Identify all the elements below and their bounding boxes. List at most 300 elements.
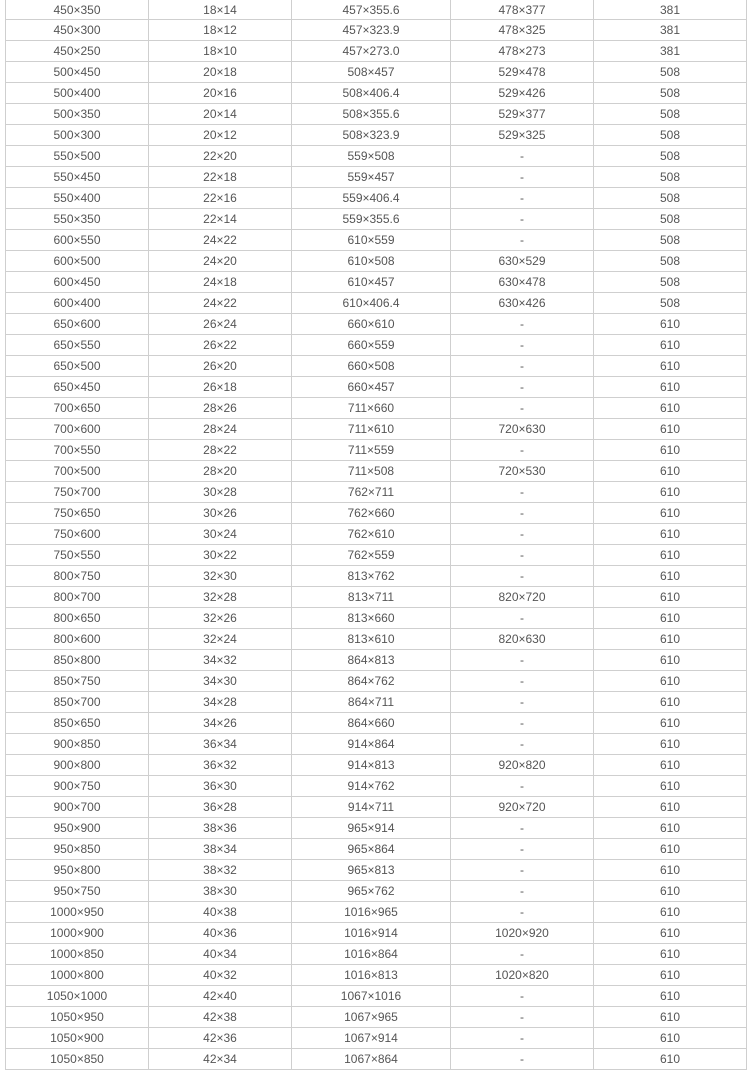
table-row [6,650,747,671]
table-cell-length-value: 610 [594,566,747,587]
table-cell-alt-od-size: - [451,734,594,755]
table-cell-alt-od-size: - [451,1049,594,1070]
table-row [6,902,747,923]
table-cell-od-size: 1016×965 [292,902,451,923]
table-row [6,881,747,902]
table-cell-od-size: 660×610 [292,314,451,335]
table-cell-alt-od-size: - [451,230,594,251]
table-row [6,1028,747,1049]
table-row [6,41,747,62]
table-cell-od-size: 559×355.6 [292,209,451,230]
table-cell-length-value: 610 [594,881,747,902]
table-cell-length-value: 610 [594,944,747,965]
table-row [6,83,747,104]
table-cell-length-value: 610 [594,1007,747,1028]
table-cell-alt-od-size: - [451,356,594,377]
table-row [6,377,747,398]
table-cell-od-size: 1067×914 [292,1028,451,1049]
table-row [6,818,747,839]
table-cell-nominal-size-mm: 1000×800 [6,965,149,986]
table-cell-length-value: 610 [594,419,747,440]
table-row [6,230,747,251]
table-cell-alt-od-size: - [451,566,594,587]
table-cell-alt-od-size: - [451,398,594,419]
table-cell-od-size: 914×864 [292,734,451,755]
table-cell-od-size: 711×610 [292,419,451,440]
table-cell-nominal-size-inch: 20×12 [149,125,292,146]
table-cell-length-value: 610 [594,965,747,986]
table-cell-od-size: 813×660 [292,608,451,629]
table-cell-alt-od-size: - [451,188,594,209]
table-cell-length-value: 610 [594,797,747,818]
table-cell-length-value: 610 [594,545,747,566]
table-cell-nominal-size-mm: 700×550 [6,440,149,461]
table-cell-length-value: 610 [594,1049,747,1070]
table-cell-nominal-size-inch: 30×22 [149,545,292,566]
table-row [6,566,747,587]
table-cell-nominal-size-inch: 20×16 [149,83,292,104]
table-cell-alt-od-size: - [451,776,594,797]
table-cell-od-size: 610×406.4 [292,293,451,314]
table-cell-nominal-size-mm: 550×400 [6,188,149,209]
table-cell-alt-od-size: 1020×920 [451,923,594,944]
size-table [5,0,747,1070]
table-row [6,524,747,545]
table-cell-alt-od-size: - [451,692,594,713]
table-cell-od-size: 864×711 [292,692,451,713]
table-cell-nominal-size-mm: 450×250 [6,41,149,62]
table-cell-nominal-size-mm: 450×300 [6,20,149,41]
table-cell-nominal-size-inch: 40×36 [149,923,292,944]
table-cell-nominal-size-inch: 32×28 [149,587,292,608]
table-cell-od-size: 1067×1016 [292,986,451,1007]
table-cell-alt-od-size: - [451,167,594,188]
table-cell-length-value: 610 [594,629,747,650]
table-cell-alt-od-size: - [451,377,594,398]
table-cell-od-size: 813×762 [292,566,451,587]
table-cell-nominal-size-mm: 850×650 [6,713,149,734]
table-cell-alt-od-size: - [451,503,594,524]
table-cell-nominal-size-inch: 22×20 [149,146,292,167]
table-cell-alt-od-size: - [451,818,594,839]
table-row [6,62,747,83]
table-cell-nominal-size-mm: 550×350 [6,209,149,230]
table-row [6,671,747,692]
table-cell-nominal-size-mm: 950×850 [6,839,149,860]
table-cell-nominal-size-inch: 28×24 [149,419,292,440]
table-cell-length-value: 610 [594,734,747,755]
table-cell-od-size: 660×508 [292,356,451,377]
table-cell-nominal-size-inch: 24×22 [149,293,292,314]
table-cell-od-size: 711×508 [292,461,451,482]
table-cell-alt-od-size: - [451,881,594,902]
table-cell-nominal-size-inch: 34×30 [149,671,292,692]
table-row [6,461,747,482]
table-cell-od-size: 914×813 [292,755,451,776]
table-cell-od-size: 762×660 [292,503,451,524]
table-cell-nominal-size-inch: 42×36 [149,1028,292,1049]
table-cell-nominal-size-mm: 600×450 [6,272,149,293]
table-cell-nominal-size-inch: 28×26 [149,398,292,419]
table-cell-length-value: 610 [594,356,747,377]
table-cell-length-value: 610 [594,503,747,524]
table-cell-alt-od-size: - [451,314,594,335]
table-cell-od-size: 864×813 [292,650,451,671]
table-cell-nominal-size-mm: 600×500 [6,251,149,272]
table-cell-length-value: 610 [594,692,747,713]
table-cell-alt-od-size: 529×377 [451,104,594,125]
table-cell-length-value: 508 [594,83,747,104]
table-cell-length-value: 381 [594,0,747,20]
table-cell-nominal-size-inch: 20×18 [149,62,292,83]
table-cell-alt-od-size: - [451,713,594,734]
table-cell-length-value: 610 [594,671,747,692]
table-cell-nominal-size-mm: 850×800 [6,650,149,671]
table-cell-length-value: 610 [594,839,747,860]
table-cell-alt-od-size: - [451,524,594,545]
table-cell-nominal-size-inch: 36×30 [149,776,292,797]
table-cell-length-value: 610 [594,587,747,608]
table-cell-nominal-size-inch: 36×34 [149,734,292,755]
table-cell-od-size: 914×762 [292,776,451,797]
table-cell-alt-od-size: 478×273 [451,41,594,62]
table-cell-nominal-size-mm: 800×650 [6,608,149,629]
table-cell-od-size: 457×273.0 [292,41,451,62]
table-row [6,251,747,272]
table-cell-nominal-size-inch: 34×32 [149,650,292,671]
table-cell-od-size: 508×323.9 [292,125,451,146]
table-cell-nominal-size-mm: 750×600 [6,524,149,545]
table-cell-alt-od-size: 630×478 [451,272,594,293]
table-cell-nominal-size-inch: 30×24 [149,524,292,545]
table-row [6,0,747,20]
table-cell-od-size: 813×711 [292,587,451,608]
table-cell-nominal-size-inch: 36×28 [149,797,292,818]
table-cell-od-size: 864×660 [292,713,451,734]
table-cell-nominal-size-inch: 38×34 [149,839,292,860]
table-cell-nominal-size-inch: 26×24 [149,314,292,335]
table-cell-length-value: 610 [594,776,747,797]
table-cell-alt-od-size: - [451,671,594,692]
table-cell-nominal-size-inch: 38×36 [149,818,292,839]
table-row [6,860,747,881]
table-cell-alt-od-size: - [451,902,594,923]
table-row [6,335,747,356]
table-cell-nominal-size-mm: 800×700 [6,587,149,608]
table-cell-length-value: 508 [594,188,747,209]
table-cell-length-value: 610 [594,524,747,545]
table-row [6,629,747,650]
table-cell-od-size: 965×914 [292,818,451,839]
table-cell-nominal-size-mm: 600×400 [6,293,149,314]
table-cell-length-value: 381 [594,20,747,41]
table-cell-od-size: 559×406.4 [292,188,451,209]
table-cell-nominal-size-inch: 30×28 [149,482,292,503]
table-cell-alt-od-size: - [451,839,594,860]
table-cell-alt-od-size: 529×426 [451,83,594,104]
table-cell-alt-od-size: - [451,860,594,881]
table-row [6,20,747,41]
table-row [6,1007,747,1028]
table-cell-nominal-size-inch: 20×14 [149,104,292,125]
table-cell-nominal-size-mm: 700×500 [6,461,149,482]
table-cell-length-value: 508 [594,62,747,83]
table-cell-alt-od-size: - [451,944,594,965]
table-cell-nominal-size-inch: 18×10 [149,41,292,62]
table-cell-nominal-size-inch: 24×18 [149,272,292,293]
table-cell-alt-od-size: - [451,650,594,671]
table-cell-nominal-size-mm: 500×450 [6,62,149,83]
table-cell-nominal-size-mm: 1000×850 [6,944,149,965]
table-cell-length-value: 508 [594,104,747,125]
table-cell-od-size: 914×711 [292,797,451,818]
table-row [6,293,747,314]
table-row [6,398,747,419]
table-cell-alt-od-size: - [451,209,594,230]
table-cell-nominal-size-mm: 500×350 [6,104,149,125]
table-cell-alt-od-size: 820×630 [451,629,594,650]
table-cell-nominal-size-mm: 650×500 [6,356,149,377]
table-cell-length-value: 610 [594,986,747,1007]
table-cell-length-value: 508 [594,209,747,230]
table-cell-nominal-size-mm: 850×700 [6,692,149,713]
table-row [6,797,747,818]
table-cell-nominal-size-inch: 42×40 [149,986,292,1007]
table-cell-nominal-size-mm: 1050×1000 [6,986,149,1007]
table-cell-length-value: 610 [594,314,747,335]
table-cell-nominal-size-mm: 950×900 [6,818,149,839]
table-cell-nominal-size-mm: 900×800 [6,755,149,776]
table-cell-nominal-size-inch: 28×20 [149,461,292,482]
table-cell-nominal-size-mm: 800×750 [6,566,149,587]
table-cell-alt-od-size: 630×529 [451,251,594,272]
table-row [6,356,747,377]
table-cell-nominal-size-inch: 24×22 [149,230,292,251]
table-cell-nominal-size-mm: 500×400 [6,83,149,104]
table-row [6,587,747,608]
table-cell-nominal-size-mm: 850×750 [6,671,149,692]
table-cell-od-size: 559×508 [292,146,451,167]
table-cell-nominal-size-inch: 26×20 [149,356,292,377]
table-cell-nominal-size-inch: 18×12 [149,20,292,41]
table-row [6,440,747,461]
table-cell-alt-od-size: - [451,1028,594,1049]
table-cell-nominal-size-mm: 450×350 [6,0,149,20]
table-cell-alt-od-size: 630×426 [451,293,594,314]
table-row [6,776,747,797]
size-table-container [5,0,746,1070]
table-cell-length-value: 508 [594,230,747,251]
table-cell-length-value: 610 [594,461,747,482]
table-cell-nominal-size-inch: 22×16 [149,188,292,209]
table-cell-length-value: 610 [594,755,747,776]
table-cell-nominal-size-inch: 22×18 [149,167,292,188]
table-row [6,734,747,755]
table-row [6,923,747,944]
table-row [6,713,747,734]
table-cell-nominal-size-inch: 38×32 [149,860,292,881]
table-cell-nominal-size-mm: 650×550 [6,335,149,356]
table-cell-length-value: 610 [594,335,747,356]
table-cell-nominal-size-mm: 950×750 [6,881,149,902]
table-cell-nominal-size-mm: 700×600 [6,419,149,440]
table-cell-od-size: 1067×965 [292,1007,451,1028]
table-cell-nominal-size-mm: 1050×900 [6,1028,149,1049]
table-row [6,104,747,125]
table-cell-nominal-size-mm: 1050×850 [6,1049,149,1070]
table-cell-length-value: 610 [594,482,747,503]
table-cell-length-value: 381 [594,41,747,62]
table-cell-od-size: 762×559 [292,545,451,566]
table-cell-nominal-size-mm: 800×600 [6,629,149,650]
table-cell-alt-od-size: - [451,1007,594,1028]
table-cell-nominal-size-inch: 38×30 [149,881,292,902]
table-cell-nominal-size-mm: 650×450 [6,377,149,398]
table-row [6,1049,747,1070]
table-cell-nominal-size-inch: 40×38 [149,902,292,923]
table-cell-length-value: 610 [594,818,747,839]
table-cell-od-size: 508×355.6 [292,104,451,125]
table-cell-length-value: 610 [594,1028,747,1049]
table-cell-nominal-size-mm: 750×650 [6,503,149,524]
table-cell-nominal-size-inch: 24×20 [149,251,292,272]
table-cell-length-value: 508 [594,293,747,314]
table-cell-length-value: 610 [594,608,747,629]
table-cell-od-size: 457×323.9 [292,20,451,41]
table-row [6,545,747,566]
table-cell-nominal-size-mm: 750×700 [6,482,149,503]
table-cell-nominal-size-inch: 26×22 [149,335,292,356]
table-cell-alt-od-size: - [451,608,594,629]
table-cell-alt-od-size: 478×325 [451,20,594,41]
table-cell-length-value: 610 [594,377,747,398]
table-cell-od-size: 1016×914 [292,923,451,944]
table-cell-od-size: 457×355.6 [292,0,451,20]
table-cell-nominal-size-mm: 750×550 [6,545,149,566]
table-cell-nominal-size-inch: 32×24 [149,629,292,650]
table-cell-od-size: 965×813 [292,860,451,881]
table-cell-nominal-size-mm: 550×450 [6,167,149,188]
table-row [6,482,747,503]
table-row [6,209,747,230]
table-cell-od-size: 508×457 [292,62,451,83]
table-cell-od-size: 1016×864 [292,944,451,965]
table-cell-od-size: 610×559 [292,230,451,251]
table-cell-nominal-size-mm: 950×800 [6,860,149,881]
table-cell-alt-od-size: 920×720 [451,797,594,818]
table-cell-od-size: 660×457 [292,377,451,398]
table-row [6,944,747,965]
table-cell-alt-od-size: 1020×820 [451,965,594,986]
table-cell-alt-od-size: 920×820 [451,755,594,776]
table-cell-od-size: 508×406.4 [292,83,451,104]
table-cell-nominal-size-inch: 32×30 [149,566,292,587]
table-cell-nominal-size-inch: 28×22 [149,440,292,461]
table-cell-alt-od-size: 820×720 [451,587,594,608]
table-cell-nominal-size-inch: 40×34 [149,944,292,965]
table-cell-length-value: 610 [594,713,747,734]
table-cell-length-value: 610 [594,440,747,461]
table-cell-alt-od-size: 720×630 [451,419,594,440]
table-cell-alt-od-size: 720×530 [451,461,594,482]
size-table-body [6,0,747,1070]
table-cell-nominal-size-mm: 1000×950 [6,902,149,923]
table-cell-nominal-size-mm: 900×750 [6,776,149,797]
table-cell-length-value: 610 [594,398,747,419]
table-cell-nominal-size-inch: 36×32 [149,755,292,776]
table-cell-alt-od-size: - [451,986,594,1007]
table-row [6,755,747,776]
table-cell-od-size: 711×559 [292,440,451,461]
table-cell-nominal-size-mm: 1000×900 [6,923,149,944]
table-cell-od-size: 813×610 [292,629,451,650]
table-cell-nominal-size-mm: 900×850 [6,734,149,755]
table-cell-nominal-size-mm: 1050×950 [6,1007,149,1028]
table-row [6,986,747,1007]
table-cell-alt-od-size: 529×325 [451,125,594,146]
table-row [6,608,747,629]
table-cell-alt-od-size: 478×377 [451,0,594,20]
table-cell-nominal-size-mm: 700×650 [6,398,149,419]
table-cell-od-size: 965×762 [292,881,451,902]
table-cell-alt-od-size: - [451,440,594,461]
table-cell-od-size: 610×457 [292,272,451,293]
table-cell-length-value: 508 [594,146,747,167]
table-cell-nominal-size-inch: 22×14 [149,209,292,230]
table-row [6,965,747,986]
table-cell-nominal-size-mm: 550×500 [6,146,149,167]
table-cell-od-size: 1067×864 [292,1049,451,1070]
table-cell-length-value: 508 [594,251,747,272]
table-cell-length-value: 508 [594,272,747,293]
table-row [6,167,747,188]
table-cell-length-value: 610 [594,650,747,671]
table-cell-nominal-size-mm: 900×700 [6,797,149,818]
table-cell-od-size: 660×559 [292,335,451,356]
table-cell-nominal-size-inch: 40×32 [149,965,292,986]
table-cell-nominal-size-inch: 30×26 [149,503,292,524]
table-cell-length-value: 610 [594,923,747,944]
table-cell-nominal-size-inch: 34×28 [149,692,292,713]
table-row [6,503,747,524]
table-cell-od-size: 1016×813 [292,965,451,986]
table-row [6,188,747,209]
table-cell-alt-od-size: 529×478 [451,62,594,83]
table-cell-nominal-size-mm: 500×300 [6,125,149,146]
table-cell-od-size: 559×457 [292,167,451,188]
table-cell-od-size: 965×864 [292,839,451,860]
table-row [6,839,747,860]
table-cell-alt-od-size: - [451,545,594,566]
table-cell-od-size: 711×660 [292,398,451,419]
table-cell-length-value: 508 [594,167,747,188]
table-cell-nominal-size-inch: 34×26 [149,713,292,734]
table-cell-od-size: 762×610 [292,524,451,545]
table-cell-nominal-size-inch: 42×34 [149,1049,292,1070]
table-cell-od-size: 762×711 [292,482,451,503]
table-cell-nominal-size-mm: 600×550 [6,230,149,251]
table-row [6,146,747,167]
table-cell-length-value: 610 [594,860,747,881]
table-cell-nominal-size-inch: 26×18 [149,377,292,398]
table-row [6,125,747,146]
table-cell-length-value: 610 [594,902,747,923]
table-cell-nominal-size-inch: 32×26 [149,608,292,629]
table-cell-alt-od-size: - [451,482,594,503]
table-row [6,692,747,713]
table-cell-nominal-size-inch: 42×38 [149,1007,292,1028]
table-cell-nominal-size-inch: 18×14 [149,0,292,20]
